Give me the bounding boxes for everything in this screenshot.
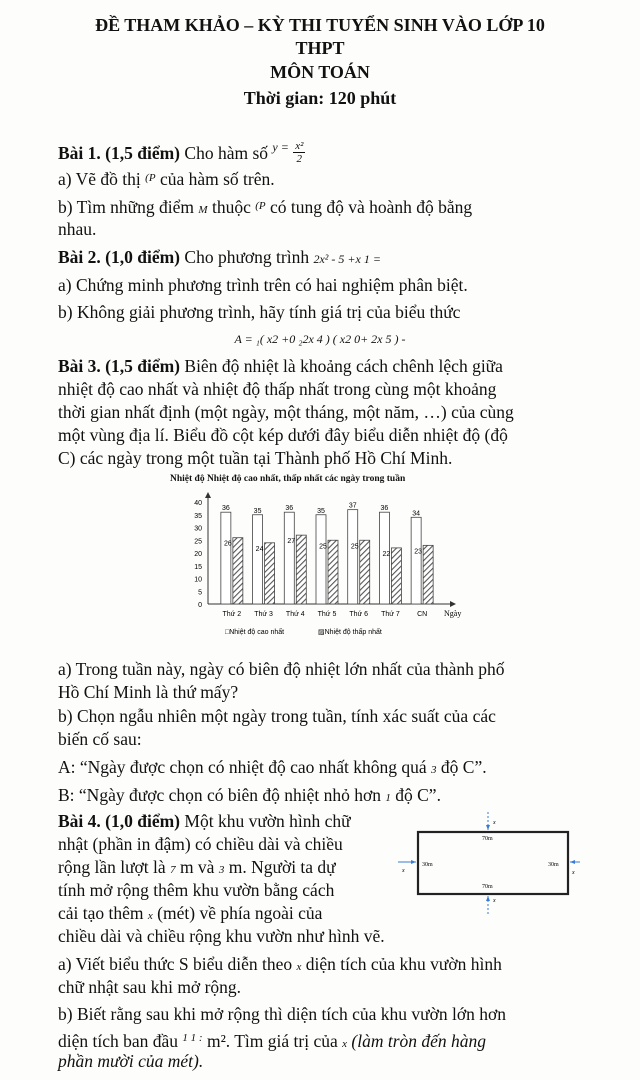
bai3-line1 [58, 355, 596, 377]
bai1-intro [58, 136, 596, 167]
bai4-l3-pre: rộng lần lượt là [58, 857, 171, 877]
bar-high [284, 512, 294, 604]
bai1-b-sym1: M [198, 204, 208, 216]
bai4-line6: chiều dài và chiều rộng khu vườn như hình vẽ. [58, 926, 385, 946]
bai3-part-a-line1: a) Trong tuần này, ngày có biên độ nhiệt lớn nhất của thành phố [58, 659, 505, 679]
bai1-func-den: 2 [296, 153, 303, 166]
data-label-low: 25 [350, 543, 359, 551]
bai4-b2-post: (làm tròn đến hàng [347, 1031, 487, 1051]
y-axis-arrow [205, 492, 211, 498]
bai1-a-post: của hàm số trên. [155, 169, 275, 189]
x-tick-label: CN [417, 611, 428, 618]
event-b-post: độ C”. [390, 785, 441, 805]
bai2-expr-text: A = ₁( x2 +0 ₂2x 4 ) ( x2 0+ 2x 5 ) - [234, 332, 406, 346]
bai2-part-a: a) Chứng minh phương trình trên có hai nghiệm phân biệt. [58, 275, 468, 295]
data-label-low: 23 [414, 548, 423, 556]
x-tick-label: Thứ 7 [381, 611, 400, 618]
bai4-line2: nhật (phần in đậm) có chiều dài và chiều [58, 834, 343, 854]
data-label-high: 36 [380, 505, 389, 513]
event-b-num: 1 [385, 792, 391, 804]
bai3-part-b-line1: b) Chọn ngẫu nhiên một ngày trong tuần, tính xác suất của các [58, 706, 496, 726]
bai1-b-post: có tung độ và hoành độ bằng [265, 197, 473, 217]
bai1-b-line2: nhau. [58, 219, 97, 239]
bai3-line4: một vùng địa lí. Biểu đồ cột kép dưới đây biểu diễn nhiệt độ (độ [58, 425, 508, 445]
data-label-low: 25 [319, 543, 327, 551]
bai4-a1-x: x [296, 961, 302, 973]
data-label-high: 36 [285, 505, 294, 513]
bai4-part-a-line2: chữ nhật sau khi mở rộng. [58, 977, 242, 997]
bar-low [296, 535, 306, 604]
bai3-title: Bài 3. (1,5 điểm) [58, 356, 181, 376]
bai3-part-b-line2: biến cố sau: [58, 729, 142, 749]
y-tick-label: 10 [194, 576, 202, 584]
x-tick-label: Thứ 5 [317, 611, 337, 618]
bai4-l3-n1: 7 [170, 864, 176, 876]
data-label-high: 35 [317, 507, 325, 515]
bai3-line2: nhiệt độ cao nhất và nhiệt độ thấp nhất trong cùng một khoảng [58, 379, 497, 399]
bar-high [253, 515, 263, 604]
bai3-event-b [58, 784, 596, 809]
bai1-function-fraction [293, 140, 305, 165]
bai4-part-b-line1: b) Biết rằng sau khi mở rộng thì diện tích của khu vườn lớn hơn [58, 1004, 506, 1024]
bar-low [265, 543, 275, 604]
bar-high [348, 510, 358, 604]
bai1-b-sym2: (P [255, 200, 266, 212]
garden-figure [396, 810, 582, 920]
header-title-line2: THPT [295, 38, 345, 58]
data-label-high: 37 [348, 502, 357, 510]
x-tick-label: Thứ 3 [254, 611, 273, 618]
fig-x-bottom: x [493, 898, 496, 904]
fig-len-top: 70m [482, 836, 493, 842]
y-tick-label: 25 [194, 538, 202, 546]
data-label-low: 26 [223, 540, 232, 548]
fig-wid-left: 30m [422, 862, 433, 868]
bar-low [360, 540, 370, 604]
chart-title: Nhiệt độ Nhiệt độ cao nhất, thấp nhất các ngày trong tuần [170, 474, 406, 484]
bai4-l5-x: x [147, 910, 153, 922]
bai1-func-lhs: y = [272, 140, 289, 154]
bai3-line3: thời gian nhất định (một ngày, một tháng, một năm, …) của cùng [58, 402, 514, 422]
bai4-l3-n2: 3 [218, 864, 225, 876]
data-label-low: 27 [287, 538, 296, 546]
fig-x-left: x [402, 868, 405, 874]
fig-x-right: x [572, 870, 575, 876]
y-tick-label: 15 [194, 563, 202, 571]
bai3-part-a-line2: Hồ Chí Minh là thứ mấy? [58, 682, 239, 702]
bai2-part-b: b) Không giải phương trình, hãy tính giá trị của biểu thức [58, 302, 461, 322]
event-a-pre: A: “Ngày được chọn có nhiệt độ cao nhất không quá [58, 757, 432, 777]
y-tick-label: 20 [194, 551, 202, 558]
y-tick-label: 5 [198, 589, 202, 597]
bai1-part-a [58, 167, 596, 190]
x-tick-label: Thứ 6 [349, 611, 369, 618]
data-label-low: 24 [255, 545, 264, 553]
bai4-b2-pre: diện tích ban đầu [58, 1031, 183, 1051]
bai3-line5: C) các ngày trong một tuần tại Thành phố Hồ Chí Minh. [58, 448, 453, 468]
bai2-equation: 2x² - 5 +x 1 = [313, 252, 381, 266]
bai4-b2-mid: m². Tìm giá trị của [202, 1031, 343, 1051]
bar-high [316, 515, 326, 604]
bar-high [379, 512, 389, 604]
y-tick-label: 0 [198, 602, 202, 609]
bai4-l5-pre: cải tạo thêm [58, 903, 148, 923]
bai4-b2-num: 1 1 : [182, 1032, 203, 1044]
bai4-a1-post: diện tích của khu vườn hình [301, 954, 502, 974]
bai3-line1-text: Biên độ nhiệt là khoảng cách chênh lệch giữa [180, 356, 503, 376]
event-a-post: độ C”. [436, 757, 487, 777]
x-tick-label: Thứ 2 [222, 611, 242, 618]
bai4-b2-x: x [342, 1038, 348, 1050]
y-tick-label: 35 [194, 512, 202, 520]
fig-len-bottom: 70m [482, 884, 493, 890]
temperature-chart [170, 474, 470, 644]
bai2-intro [58, 246, 596, 270]
bar-high [411, 517, 421, 604]
bar-high [221, 512, 231, 604]
event-b-pre: B: “Ngày được chọn có biên độ nhiệt nhỏ hơn [58, 785, 386, 805]
bar-low [391, 548, 401, 604]
header-subject: MÔN TOÁN [270, 62, 370, 82]
bai1-intro-text: Cho hàm số [180, 143, 273, 163]
x-left-arrow [411, 860, 416, 864]
bai1-a-sym: (P [145, 172, 156, 184]
legend-low: ▨Nhiệt độ thấp nhất [318, 629, 382, 636]
bai4-l1-text: Một khu vườn hình chữ [180, 811, 351, 831]
bai4-l3-post: m. Người ta dự [224, 857, 336, 877]
legend-high: □Nhiệt độ cao nhất [225, 629, 285, 636]
bai2-title: Bài 2. (1,0 điểm) [58, 247, 181, 267]
bar-low [233, 538, 243, 604]
bai2-expression [0, 326, 640, 350]
x-axis-arrow [450, 601, 456, 607]
bar-low [423, 545, 433, 604]
fig-x-top: x [493, 820, 496, 826]
x-bottom-arrow [486, 896, 490, 901]
bai3-event-a [58, 756, 596, 781]
x-tick-label: Thứ 4 [285, 611, 305, 618]
bai4-line4: tính mở rộng thêm khu vườn bằng cách [58, 880, 335, 900]
x-axis-title: Ngày [444, 609, 462, 618]
bai1-b-mid: thuộc [207, 197, 256, 217]
bai4-part-a-line1 [58, 953, 596, 978]
event-a-num: 3 [431, 764, 437, 776]
bai1-a-pre: a) Vẽ đồ thị [58, 169, 146, 189]
fig-wid-right: 30m [548, 862, 559, 868]
bai1-func-num: x² [295, 140, 304, 153]
y-tick-label: 30 [194, 525, 202, 533]
chart-svg [170, 474, 470, 644]
header-title-line1: ĐỀ THAM KHẢO – KỲ THI TUYỂN SINH VÀO LỚP 10 [95, 15, 545, 35]
bar-low [328, 540, 338, 604]
x-right-arrow [570, 860, 575, 864]
bai4-a1-pre: a) Viết biểu thức S biểu diễn theo [58, 954, 297, 974]
bai4-l3-mid: m và [175, 857, 219, 877]
data-label-high: 35 [253, 507, 262, 515]
data-label-high: 36 [221, 505, 230, 513]
bai4-l5-post: (mét) về phía ngoài của [152, 903, 323, 923]
y-tick-label: 40 [194, 500, 202, 507]
bai1-b-pre: b) Tìm những điểm [58, 197, 199, 217]
header-time: Thời gian: 120 phút [243, 88, 397, 108]
bai4-part-b-line3: phần mười của mét). [58, 1051, 204, 1071]
x-top-arrow [486, 825, 490, 830]
data-label-high: 34 [412, 510, 421, 518]
bai2-intro-text: Cho phương trình [180, 247, 314, 267]
bai4-title: Bài 4. (1,0 điểm) [58, 811, 181, 831]
garden-outer-rect [418, 832, 568, 894]
bai1-title: Bài 1. (1,5 điểm) [58, 143, 181, 163]
data-label-low: 22 [382, 550, 391, 558]
